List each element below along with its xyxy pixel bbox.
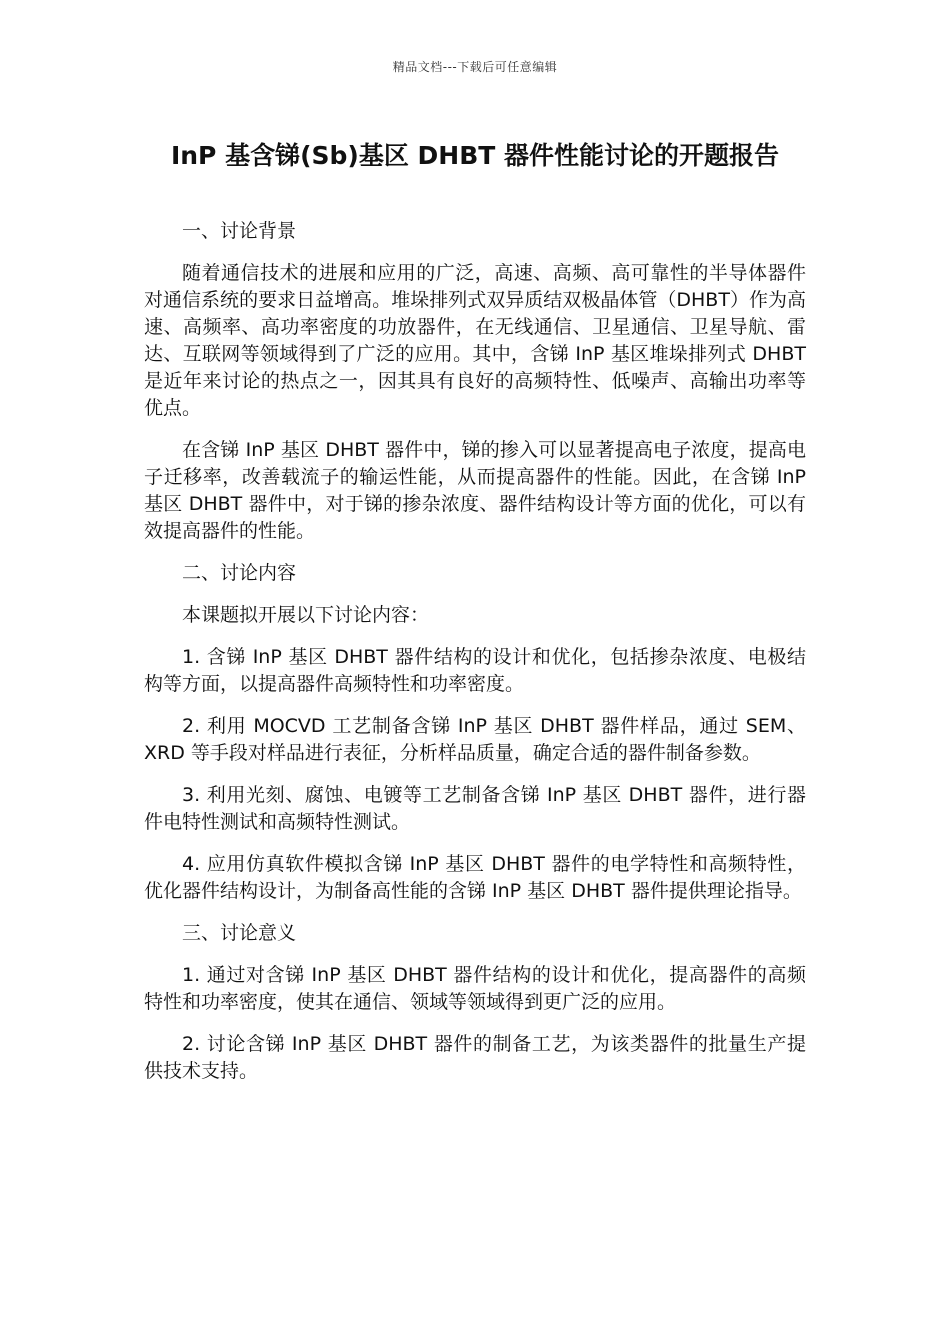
list-item: 2. 讨论含锑 InP 基区 DHBT 器件的制备工艺，为该类器件的批量生产提供技术支持。 xyxy=(144,1033,806,1082)
document-body xyxy=(144,218,806,1100)
paragraph: 在含锑 InP 基区 DHBT 器件中，锑的掺入可以显著提高电子浓度，提高电子迁移率，改善载流子的输运性能，从而提高器件的性能。因此，在含锑 InP 基区 DHBT 器件中，对于锑的掺杂浓度、器件结构设计等方面的优化，可以有效提高器件的性能。 xyxy=(144,439,806,542)
paragraph: 本课题拟开展以下讨论内容： xyxy=(182,604,430,626)
header-note: 精品文档---下载后可任意编辑 xyxy=(392,60,558,74)
list-item: 3. 利用光刻、腐蚀、电镀等工艺制备含锑 InP 基区 DHBT 器件，进行器件电特性测试和高频特性测试。 xyxy=(144,784,806,833)
section-heading-significance: 三、讨论意义 xyxy=(182,922,297,944)
paragraph: 随着通信技术的进展和应用的广泛，高速、高频、高可靠性的半导体器件对通信系统的要求日益增高。堆垛排列式双异质结双极晶体管（DHBT）作为高速、高频率、高功率密度的功放器件，在无线通信、卫星通信、卫星导航、雷达、互联网等领域得到了广泛的应用。其中，含锑 InP 基区堆垛排列式 DHBT 是近年来讨论的热点之一，因其具有良好的高频特性、低噪声、高输出功率等优点。 xyxy=(144,262,806,419)
list-item: 4. 应用仿真软件模拟含锑 InP 基区 DHBT 器件的电学特性和高频特性，优化器件结构设计，为制备高性能的含锑 InP 基区 DHBT 器件提供理论指导。 xyxy=(144,853,806,902)
document-title: InP 基含锑(Sb)基区 DHBT 器件性能讨论的开题报告 xyxy=(170,141,780,170)
section-heading-content: 二、讨论内容 xyxy=(182,562,297,584)
list-item: 2. 利用 MOCVD 工艺制备含锑 InP 基区 DHBT 器件样品，通过 SEM、XRD 等手段对样品进行表征，分析样品质量，确定合适的器件制备参数。 xyxy=(144,715,806,764)
section-heading-background: 一、讨论背景 xyxy=(182,220,297,242)
list-item: 1. 含锑 InP 基区 DHBT 器件结构的设计和优化，包括掺杂浓度、电极结构等方面，以提高器件高频特性和功率密度。 xyxy=(144,646,806,695)
list-item: 1. 通过对含锑 InP 基区 DHBT 器件结构的设计和优化，提高器件的高频特性和功率密度，使其在通信、领域等领域得到更广泛的应用。 xyxy=(144,964,806,1013)
